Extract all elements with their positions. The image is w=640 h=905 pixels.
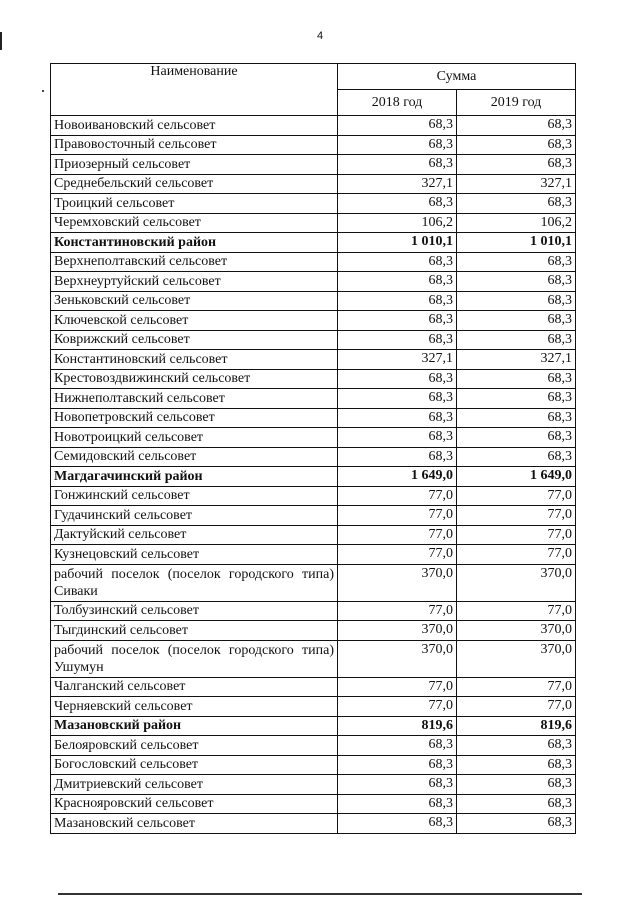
row-value-2019: 77,0	[457, 545, 576, 565]
row-name: Нижнеполтавский сельсовет	[51, 389, 338, 409]
table-row	[51, 428, 576, 448]
row-value-2018: 819,6	[338, 716, 457, 736]
table-row	[51, 272, 576, 292]
table-row	[51, 291, 576, 311]
table-header-row	[51, 64, 576, 90]
row-value-2018: 77,0	[338, 486, 457, 506]
table-row	[51, 564, 576, 601]
row-value-2018: 370,0	[338, 640, 457, 677]
bottom-scan-line	[58, 893, 582, 895]
row-value-2018: 77,0	[338, 601, 457, 621]
header-year-2018: 2018 год	[338, 90, 457, 116]
table-row	[51, 389, 576, 409]
row-value-2018: 77,0	[338, 697, 457, 717]
row-name: Ключевской сельсовет	[51, 311, 338, 331]
row-name: Богословский сельсовет	[51, 755, 338, 775]
row-value-2019: 68,3	[457, 272, 576, 292]
table-row	[51, 677, 576, 697]
row-name: Правовосточный сельсовет	[51, 135, 338, 155]
header-year-2019: 2019 год	[457, 90, 576, 116]
table-row	[51, 447, 576, 467]
row-name: Верхнеуртуйский сельсовет	[51, 272, 338, 292]
row-name: Троицкий сельсовет	[51, 194, 338, 214]
row-name: Дактуйский сельсовет	[51, 525, 338, 545]
row-name: Семидовский сельсовет	[51, 447, 338, 467]
row-name: Белояровский сельсовет	[51, 736, 338, 756]
row-value-2018: 68,3	[338, 116, 457, 136]
table-row	[51, 755, 576, 775]
row-value-2018: 77,0	[338, 525, 457, 545]
table-row	[51, 736, 576, 756]
table-row	[51, 775, 576, 795]
table-row	[51, 330, 576, 350]
row-value-2018: 68,3	[338, 389, 457, 409]
row-name: Константиновский сельсовет	[51, 350, 338, 370]
table-row	[51, 640, 576, 677]
row-name: Новопетровский сельсовет	[51, 408, 338, 428]
row-value-2019: 68,3	[457, 252, 576, 272]
row-value-2018: 370,0	[338, 621, 457, 641]
row-value-2019: 77,0	[457, 525, 576, 545]
row-value-2018: 1 010,1	[338, 233, 457, 253]
row-value-2018: 68,3	[338, 330, 457, 350]
table-row	[51, 194, 576, 214]
table-row	[51, 697, 576, 717]
row-name: Черняевский сельсовет	[51, 697, 338, 717]
table-row	[51, 601, 576, 621]
row-value-2018: 68,3	[338, 135, 457, 155]
row-value-2019: 77,0	[457, 697, 576, 717]
table-row	[51, 311, 576, 331]
table-row	[51, 350, 576, 370]
row-name: Гудачинский сельсовет	[51, 506, 338, 526]
row-value-2018: 68,3	[338, 814, 457, 834]
row-name: Среднебельский сельсовет	[51, 174, 338, 194]
row-value-2018: 106,2	[338, 213, 457, 233]
row-value-2018: 68,3	[338, 428, 457, 448]
table-row	[51, 545, 576, 565]
row-value-2019: 77,0	[457, 506, 576, 526]
table-row	[51, 621, 576, 641]
row-value-2019: 68,3	[457, 794, 576, 814]
row-name: рабочий поселок (поселок городского типа) Сиваки	[51, 564, 338, 601]
row-value-2019: 68,3	[457, 814, 576, 834]
row-value-2018: 77,0	[338, 506, 457, 526]
row-value-2018: 327,1	[338, 174, 457, 194]
header-name: Наименование	[51, 64, 338, 116]
row-name: Коврижский сельсовет	[51, 330, 338, 350]
row-name: рабочий поселок (поселок городского типа) Ушумун	[51, 640, 338, 677]
row-value-2019: 68,3	[457, 291, 576, 311]
district-total-row	[51, 716, 576, 736]
row-name: Мазановский район	[51, 716, 338, 736]
row-value-2018: 327,1	[338, 350, 457, 370]
row-value-2018: 68,3	[338, 775, 457, 795]
table-row	[51, 506, 576, 526]
header-sum: Сумма	[338, 64, 576, 90]
table-body	[51, 116, 576, 834]
district-total-row	[51, 233, 576, 253]
row-value-2019: 327,1	[457, 174, 576, 194]
row-name: Тыгдинский сельсовет	[51, 621, 338, 641]
row-value-2019: 77,0	[457, 601, 576, 621]
table-row	[51, 794, 576, 814]
row-name: Константиновский район	[51, 233, 338, 253]
row-value-2019: 68,3	[457, 755, 576, 775]
row-name: Новотроицкий сельсовет	[51, 428, 338, 448]
row-name: Приозерный сельсовет	[51, 155, 338, 175]
row-value-2019: 106,2	[457, 213, 576, 233]
table-row	[51, 174, 576, 194]
table-row	[51, 252, 576, 272]
row-value-2018: 68,3	[338, 252, 457, 272]
row-value-2019: 68,3	[457, 775, 576, 795]
row-value-2018: 1 649,0	[338, 467, 457, 487]
row-value-2018: 77,0	[338, 677, 457, 697]
scan-dot	[42, 90, 44, 92]
row-value-2018: 68,3	[338, 155, 457, 175]
row-value-2019: 1 649,0	[457, 467, 576, 487]
row-value-2018: 68,3	[338, 194, 457, 214]
row-value-2019: 68,3	[457, 311, 576, 331]
page-number: 4	[316, 30, 324, 42]
row-name: Гонжинский сельсовет	[51, 486, 338, 506]
row-value-2019: 370,0	[457, 621, 576, 641]
row-value-2019: 327,1	[457, 350, 576, 370]
row-value-2019: 1 010,1	[457, 233, 576, 253]
row-value-2018: 68,3	[338, 272, 457, 292]
row-name: Дмитриевский сельсовет	[51, 775, 338, 795]
district-total-row	[51, 467, 576, 487]
table-row	[51, 135, 576, 155]
row-value-2019: 68,3	[457, 330, 576, 350]
table-row	[51, 213, 576, 233]
row-value-2018: 68,3	[338, 369, 457, 389]
row-value-2019: 77,0	[457, 486, 576, 506]
row-name: Магдагачинский район	[51, 467, 338, 487]
row-value-2019: 68,3	[457, 736, 576, 756]
row-name: Мазановский сельсовет	[51, 814, 338, 834]
row-value-2018: 68,3	[338, 291, 457, 311]
row-value-2018: 68,3	[338, 755, 457, 775]
row-value-2019: 68,3	[457, 408, 576, 428]
row-value-2018: 68,3	[338, 794, 457, 814]
row-name: Кузнецовский сельсовет	[51, 545, 338, 565]
row-value-2019: 68,3	[457, 135, 576, 155]
row-name: Чалганский сельсовет	[51, 677, 338, 697]
table-row	[51, 525, 576, 545]
row-value-2019: 68,3	[457, 389, 576, 409]
row-value-2019: 77,0	[457, 677, 576, 697]
table-row	[51, 155, 576, 175]
row-name: Новоивановский сельсовет	[51, 116, 338, 136]
row-name: Зеньковский сельсовет	[51, 291, 338, 311]
row-value-2019: 68,3	[457, 155, 576, 175]
row-value-2018: 68,3	[338, 408, 457, 428]
row-value-2018: 68,3	[338, 311, 457, 331]
row-value-2019: 370,0	[457, 640, 576, 677]
row-value-2018: 77,0	[338, 545, 457, 565]
row-name: Краснояровский сельсовет	[51, 794, 338, 814]
row-value-2019: 370,0	[457, 564, 576, 601]
row-value-2019: 68,3	[457, 369, 576, 389]
row-value-2019: 68,3	[457, 428, 576, 448]
row-name: Толбузинский сельсовет	[51, 601, 338, 621]
table-row	[51, 408, 576, 428]
row-name: Черемховский сельсовет	[51, 213, 338, 233]
row-value-2019: 68,3	[457, 116, 576, 136]
budget-table	[50, 63, 576, 834]
row-value-2018: 370,0	[338, 564, 457, 601]
table-row	[51, 486, 576, 506]
table-row	[51, 369, 576, 389]
row-value-2019: 68,3	[457, 194, 576, 214]
row-name: Верхнеполтавский сельсовет	[51, 252, 338, 272]
table-row	[51, 116, 576, 136]
row-value-2019: 68,3	[457, 447, 576, 467]
row-name: Крестовоздвижинский сельсовет	[51, 369, 338, 389]
row-value-2018: 68,3	[338, 447, 457, 467]
row-value-2019: 819,6	[457, 716, 576, 736]
table-row	[51, 814, 576, 834]
row-value-2018: 68,3	[338, 736, 457, 756]
